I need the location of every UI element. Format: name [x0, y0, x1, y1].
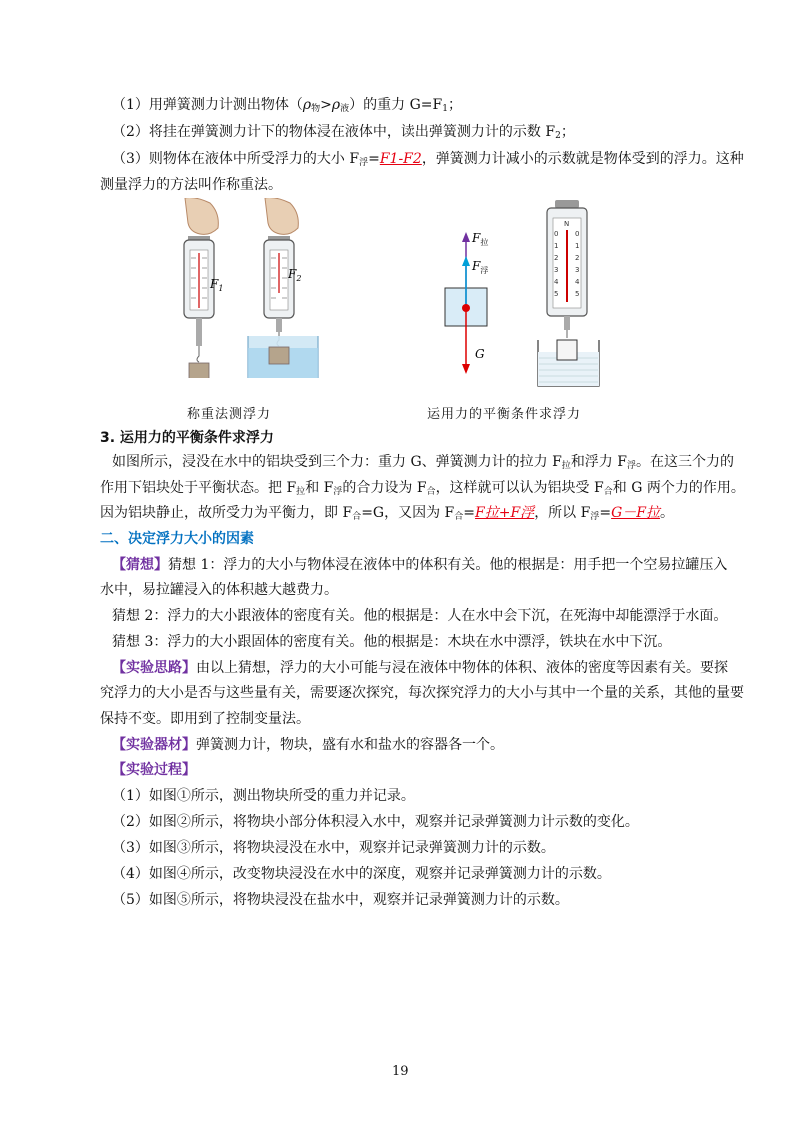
idea-tag: 【实验思路】	[112, 660, 196, 676]
text: =	[599, 505, 612, 521]
subscript: 1	[442, 104, 448, 114]
svg-text:5: 5	[575, 290, 580, 298]
text: 。在这三个力的	[636, 454, 734, 470]
idea-2: 究浮力的大小是否与这些量有关，需要逐次探究，每次探究浮力的大小与其中一个量的关系，其他的量要	[100, 685, 744, 701]
f1-label: $F_1$	[210, 277, 224, 293]
subscript: 浮	[359, 158, 369, 168]
subscript: 合	[426, 487, 436, 497]
guess-1-cont: 水中，易拉罐浸入的体积越大越费力。	[100, 582, 338, 598]
guess-tag: 【猜想】	[112, 557, 168, 573]
step-1	[112, 95, 742, 119]
svg-text:0: 0	[575, 230, 580, 238]
svg-text:0: 0	[554, 230, 559, 238]
gt-sign: >	[320, 97, 332, 113]
subscript: 合	[352, 512, 362, 522]
guess-3: 猜想 3：浮力的大小跟固体的密度有关。他的根据是：木块在水中漂浮，铁块在水中下沉。	[112, 634, 672, 650]
subscript: 浮	[333, 487, 343, 497]
guess-2: 猜想 2：浮力的大小跟液体的密度有关。他的根据是：人在水中会下沉，在死海中却能漂浮于水面。	[112, 608, 728, 624]
step-3-continued: 测量浮力的方法叫作称重法。	[100, 177, 282, 193]
process-step: （1）如图①所示，测出物块所受的重力并记录。	[112, 788, 415, 804]
f2-label: $F_2$	[288, 267, 302, 283]
process-tag: 【实验过程】	[112, 762, 196, 778]
idea-1	[112, 658, 742, 678]
caption-left: 称重法测浮力	[187, 407, 272, 422]
step-3-text: （3）则物体在液体中所受浮力的大小 F	[112, 151, 360, 167]
svg-text:5: 5	[554, 290, 559, 298]
svg-text:2: 2	[575, 254, 580, 262]
buoyancy-label: $F_浮$	[472, 259, 489, 275]
svg-text:1: 1	[554, 242, 559, 250]
weighing-method-figure	[170, 198, 390, 378]
text: 。	[660, 505, 675, 521]
svg-text:2: 2	[554, 254, 559, 262]
answer-formula: F1-F2	[379, 151, 422, 167]
force-diagram	[435, 228, 535, 388]
subscript: 液	[340, 104, 350, 114]
section2-title: 二、决定浮力大小的因素	[100, 531, 254, 547]
caption-right: 运用力的平衡条件求浮力	[427, 407, 582, 422]
pull-label: $F_拉$	[472, 231, 489, 247]
svg-text:3: 3	[554, 266, 559, 274]
subscript: 物	[311, 104, 321, 114]
subscript: 合	[603, 487, 613, 497]
step-1-text: （1）用弹簧测力计测出物体（	[112, 97, 303, 113]
subscript: 浮	[626, 461, 636, 471]
subscript: 拉	[296, 487, 306, 497]
answer-formula: F拉+F浮	[475, 505, 535, 521]
text: 弹簧测力计，物块，盛有水和盐水的容器各一个。	[196, 737, 504, 753]
text: =G，又因为 F	[361, 505, 455, 521]
section3-p1	[112, 452, 742, 476]
text: ，所以 F	[534, 505, 591, 521]
section3-p3	[100, 503, 730, 527]
section3-title: 3. 运用力的平衡条件求浮力	[100, 430, 274, 446]
rho-symbol: ρ	[302, 97, 312, 113]
text: 和 F	[305, 480, 334, 496]
subscript: 拉	[561, 461, 571, 471]
scale-in-water-figure	[535, 200, 605, 390]
step-3	[112, 149, 742, 173]
svg-text:N: N	[564, 220, 570, 228]
text: =	[463, 505, 476, 521]
svg-text:3: 3	[575, 266, 580, 274]
subscript: 合	[454, 512, 464, 522]
eq-sign: =	[368, 151, 380, 167]
subscript: 浮	[590, 512, 600, 522]
subscript: 2	[555, 131, 561, 141]
step-2	[112, 122, 742, 146]
answer-formula: G－F拉	[611, 505, 661, 521]
text: 作用下铝块处于平衡状态。把 F	[100, 480, 297, 496]
equip-tag: 【实验器材】	[112, 737, 196, 753]
text: 和 G 两个力的作用。	[612, 480, 745, 496]
punct: ；	[447, 97, 462, 113]
gravity-label: G	[475, 347, 485, 361]
svg-text:4: 4	[554, 278, 559, 286]
text: ，这样就可以认为铝块受 F	[435, 480, 604, 496]
process-step: （2）如图②所示，将物块小部分体积浸入水中，观察并记录弹簧测力计示数的变化。	[112, 814, 639, 830]
equipment	[112, 735, 742, 755]
page-number: 19	[392, 1064, 409, 1079]
idea-3: 保持不变。即用到了控制变量法。	[100, 711, 310, 727]
punct: ；	[560, 124, 575, 140]
process-step: （3）如图③所示，将物块浸没在水中，观察并记录弹簧测力计的示数。	[112, 840, 555, 856]
svg-text:1: 1	[575, 242, 580, 250]
process-step: （4）如图④所示，改变物块浸没在水中的深度，观察并记录弹簧测力计的示数。	[112, 866, 611, 882]
rho-symbol: ρ	[331, 97, 341, 113]
step-1-text-post: ）的重力 G=F	[349, 97, 443, 113]
svg-text:4: 4	[575, 278, 580, 286]
guess-1	[112, 555, 742, 575]
step-2-text: （2）将挂在弹簧测力计下的物体浸在液体中，读出弹簧测力计的示数 F	[112, 124, 556, 140]
text: 如图所示，浸没在水中的铝块受到三个力：重力 G、弹簧测力计的拉力 F	[112, 454, 562, 470]
text: 因为铝块静止，故所受力为平衡力，即 F	[100, 505, 353, 521]
process-step: （5）如图⑤所示，将物块浸没在盐水中，观察并记录弹簧测力计的示数。	[112, 892, 569, 908]
text: 的合力设为 F	[342, 480, 427, 496]
text: 由以上猜想，浮力的大小可能与浸在液体中物体的体积、液体的密度等因素有关。要探	[196, 660, 728, 676]
text: 猜想 1：浮力的大小与物体浸在液体中的体积有关。他的根据是：用手把一个空易拉罐压入	[168, 557, 728, 573]
step-3-text-post: ，弹簧测力计减小的示数就是物体受到的浮力。这种	[421, 151, 744, 167]
text: 和浮力 F	[570, 454, 627, 470]
section3-p2	[100, 478, 745, 502]
